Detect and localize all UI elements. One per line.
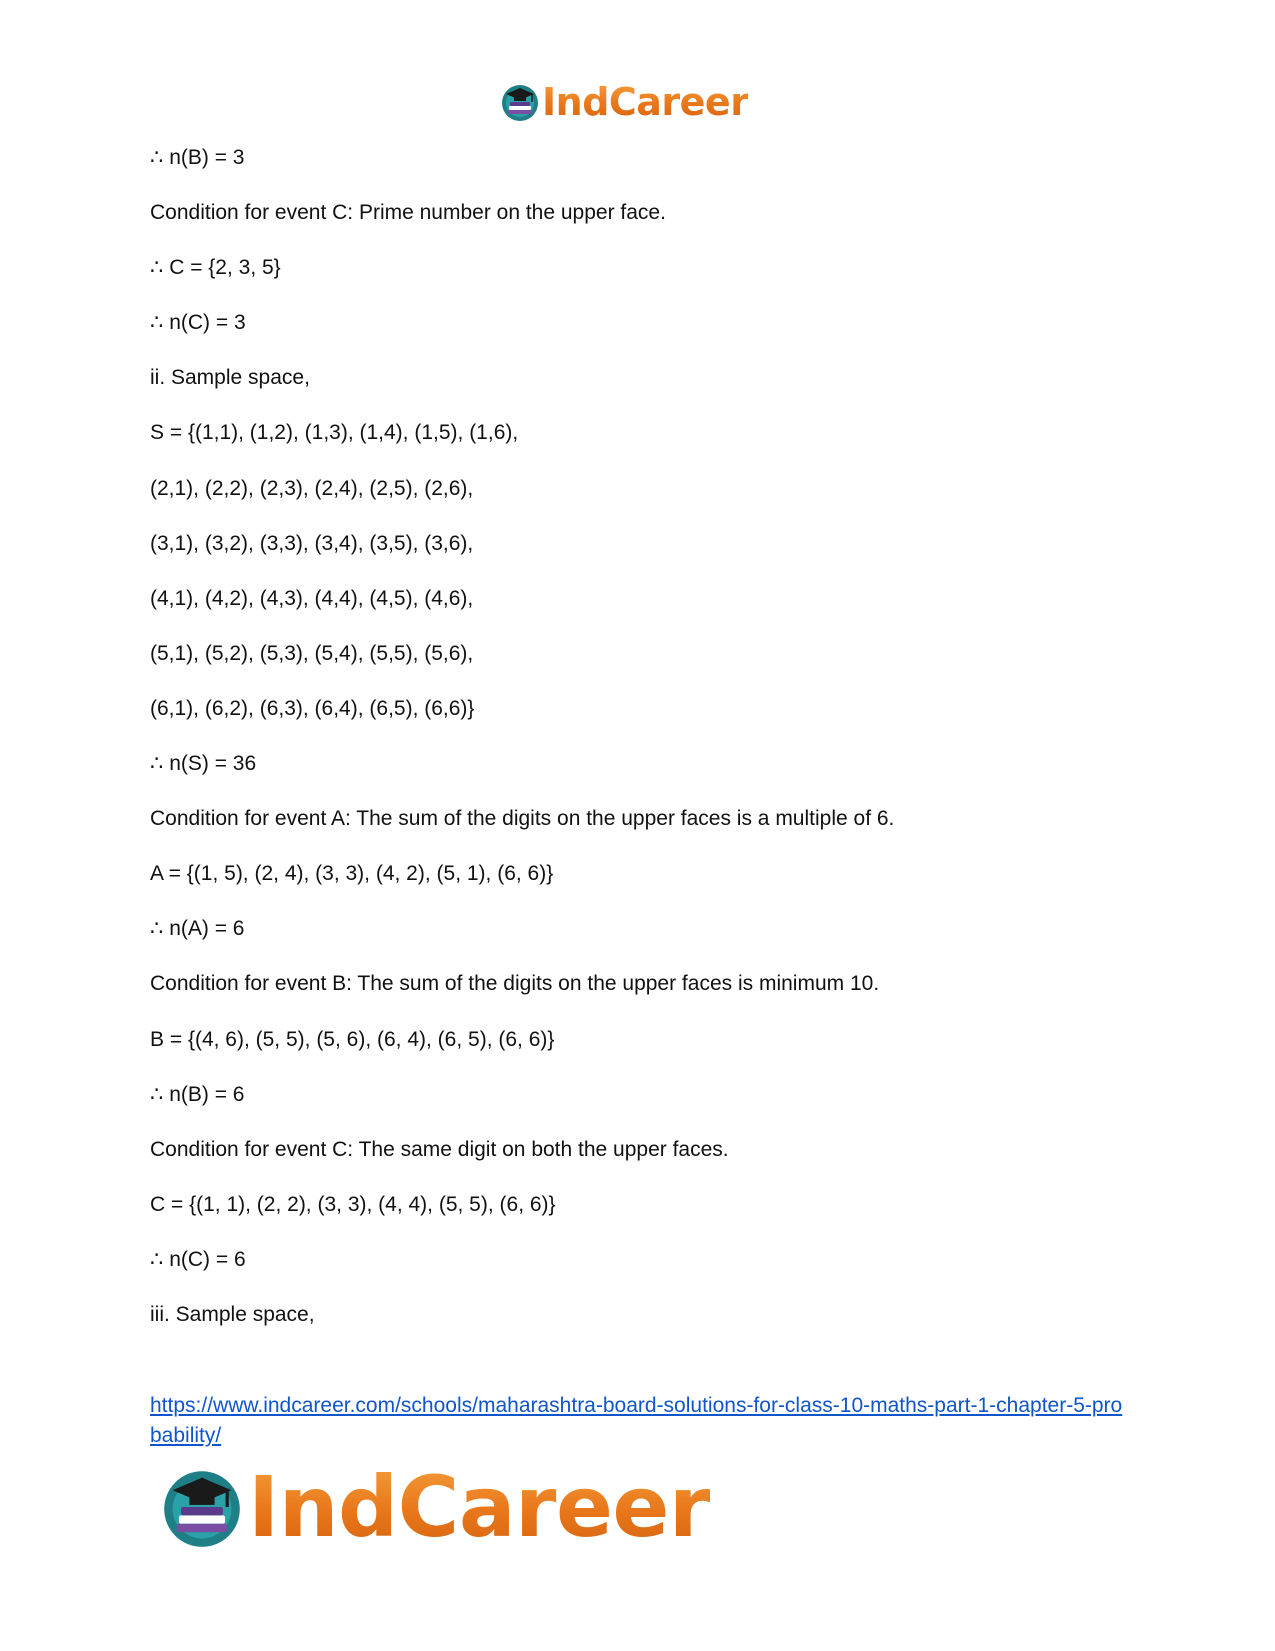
text-line: (4,1), (4,2), (4,3), (4,4), (4,5), (4,6), [150,586,474,610]
text-line: Condition for event B: The sum of the digits on the upper faces is minimum 10. [150,972,880,996]
document-body [150,145,1130,1357]
text-line: B = {(4, 6), (5, 5), (5, 6), (6, 4), (6, 5), (6, 6)} [150,1027,555,1051]
text-line: ∴ n(C) = 3 [150,311,246,335]
text-line: Condition for event C: Prime number on the upper face. [150,201,666,225]
text-line: (6,1), (6,2), (6,3), (6,4), (6,5), (6,6)} [150,696,475,720]
footer-logo [160,1458,710,1556]
text-line: ∴ n(C) = 6 [150,1247,246,1271]
text-line: A = {(1, 5), (2, 4), (3, 3), (4, 2), (5, 1), (6, 6)} [150,862,554,886]
text-line: iii. Sample space, [150,1302,315,1326]
source-link[interactable]: https://www.indcareer.com/schools/maharashtra-board-solutions-for-class-10-maths-part-1-chapter-5-probability/ [150,1394,1123,1447]
logo-text: IndCareer [542,80,749,124]
text-line: C = {(1, 1), (2, 2), (3, 3), (4, 4), (5, 5), (6, 6)} [150,1192,556,1216]
text-line: ∴ n(A) = 6 [150,917,245,941]
text-line: ∴ n(B) = 3 [150,146,245,169]
text-line: ∴ n(B) = 6 [150,1082,245,1106]
text-line: (2,1), (2,2), (2,3), (2,4), (2,5), (2,6), [150,476,474,500]
header-logo [500,80,748,124]
text-line: Condition for event C: The same digit on both the upper faces. [150,1137,729,1161]
text-line: ∴ n(S) = 36 [150,752,257,776]
text-line: Condition for event A: The sum of the digits on the upper faces is a multiple of 6. [150,807,895,831]
text-line: (3,1), (3,2), (3,3), (3,4), (3,5), (3,6), [150,531,474,555]
logo-text: IndCareer [248,1458,710,1556]
graduation-cap-books-icon [500,82,540,122]
text-line: (5,1), (5,2), (5,3), (5,4), (5,5), (5,6), [150,641,474,665]
graduation-cap-books-icon [160,1465,244,1549]
text-line: ∴ C = {2, 3, 5} [150,256,281,280]
text-line: S = {(1,1), (1,2), (1,3), (1,4), (1,5), (1,6), [150,421,519,445]
text-line: ii. Sample space, [150,366,310,390]
